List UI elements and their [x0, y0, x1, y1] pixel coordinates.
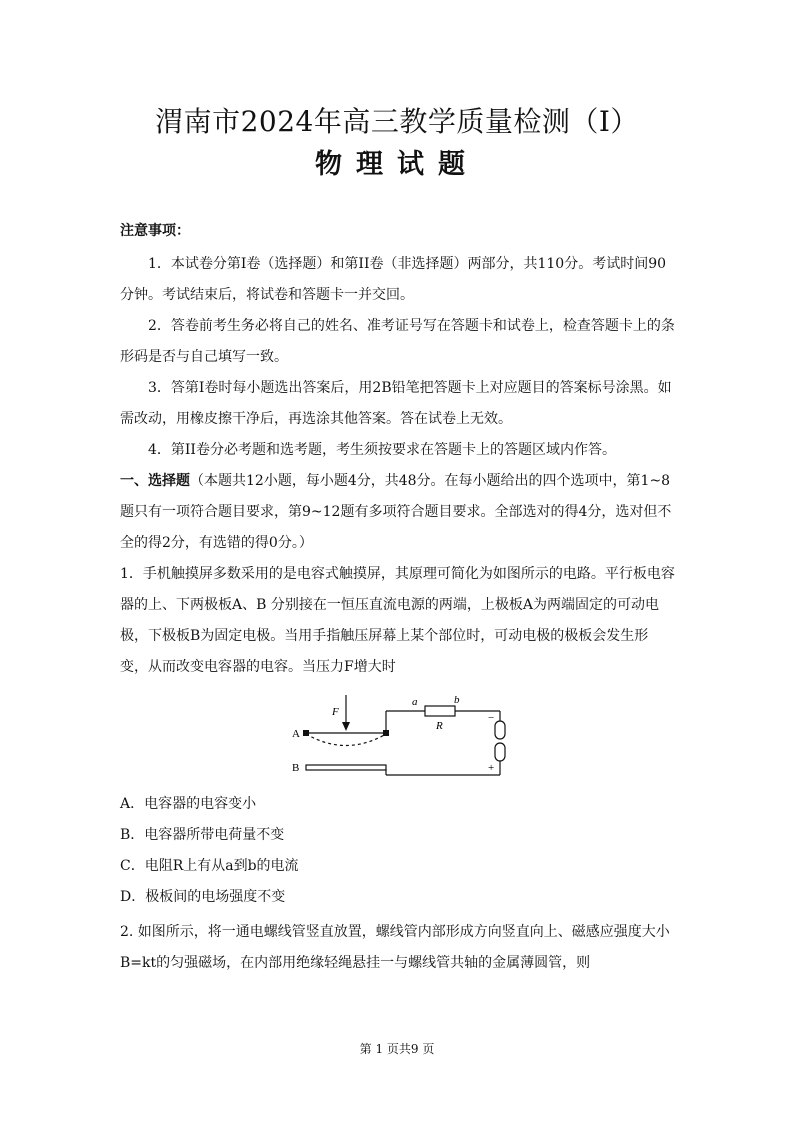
section-label: 一、选择题	[120, 473, 190, 489]
notice-item: 4．第II卷分必考题和选考题，考生须按要求在答题卡上的答题区域内作答。	[148, 442, 616, 458]
section-instructions: （本题共12小题，每小题4分，共48分。在每小题给出的四个选项中，第1~8题只有一项符合题目要求，第9~12题有多项符合题目要求。全部选对的得4分，选对但不全的得2分，有选错的得0分。）	[120, 473, 672, 551]
capacitor-circuit-diagram	[290, 691, 526, 785]
resistor-r	[425, 706, 455, 716]
plate-b	[306, 765, 386, 770]
section-header	[120, 466, 675, 559]
battery-cell	[495, 721, 505, 739]
resistor-label: R	[436, 720, 443, 732]
question-1-stem: 1．手机触摸屏多数采用的是电容式触摸屏，其原理可简化为如图所示的电路。平行板电容器的上、下两极板A、B 分别接在一恒压直流电源的两端，上极板A为两端固定的可动电极，下极板B为固定电极。当用手指触压屏幕上某个部位时，可动电极的极板会发生形变，从而改变电容器的电容。当压力F增大时	[120, 566, 675, 675]
exam-title: 渭南市2024年高三教学质量检测（I）	[155, 105, 639, 138]
option-c: C．电阻R上有从a到b的电流	[120, 858, 299, 874]
notice-heading: 注意事项：	[120, 223, 190, 239]
node-a-label: a	[412, 696, 418, 708]
notice-item: 3．答第I卷时每小题选出答案后，用2B铅笔把答题卡上对应题目的答案标号涂黑。如需改动，用橡皮擦干净后，再选涂其他答案。答在试卷上无效。	[120, 380, 672, 427]
deformed-plate	[306, 734, 386, 746]
option-a: A．电容器的电容变小	[120, 796, 257, 812]
subject-title: 物理试题	[315, 149, 479, 180]
battery-cell	[495, 743, 505, 761]
exam-body	[120, 216, 675, 979]
page-footer: 第 1 页共9 页	[359, 1042, 435, 1056]
option-d: D．极板间的电场强度不变	[120, 889, 286, 905]
plate-b-label: B	[292, 762, 300, 774]
option-b: B．电容器所带电荷量不变	[120, 827, 285, 843]
notice-item: 2．答卷前考生务必将自己的姓名、准考证号写在答题卡和试卷上，检查答题卡上的条形码是否与自己填写一致。	[120, 318, 675, 365]
minus-terminal-label: −	[488, 712, 495, 724]
plus-terminal-label: +	[488, 762, 495, 774]
force-label: F	[332, 706, 339, 718]
node-b-label: b	[454, 694, 460, 706]
question-2-stem: 2. 如图所示，将一通电螺线管竖直放置，螺线管内部形成方向竖直向上、磁感应强度大小B=kt的匀强磁场，在内部用绝缘轻绳悬挂一与螺线管共轴的金属薄圆管，则	[120, 924, 670, 971]
plate-a-label: A	[292, 728, 300, 740]
notice-item: 1．本试卷分第I卷（选择题）和第II卷（非选择题）两部分，共110分。考试时间90分钟。考试结束后，将试卷和答题卡一并交回。	[120, 256, 667, 303]
